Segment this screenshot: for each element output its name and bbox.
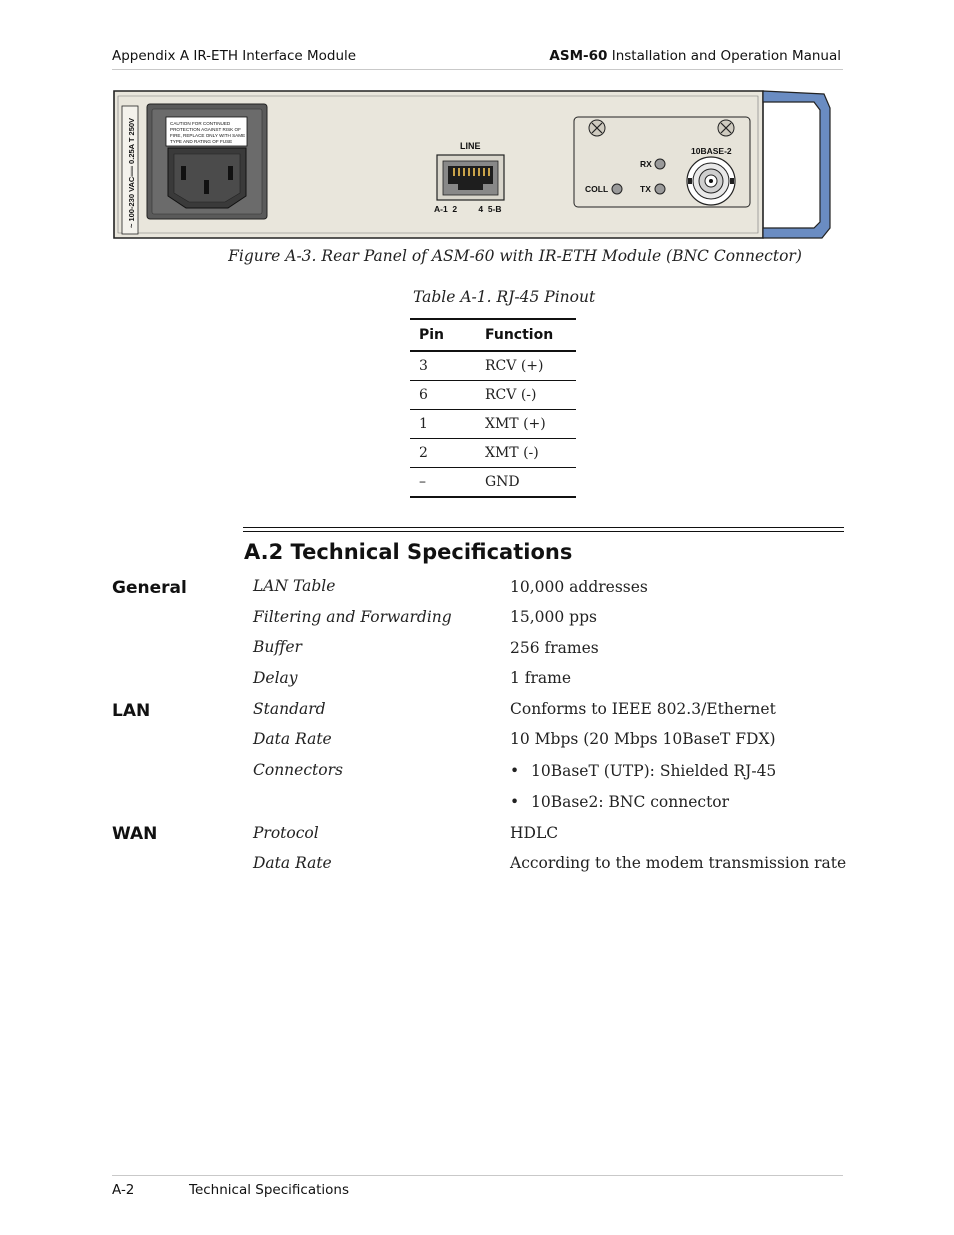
header-rule [112,69,843,70]
running-header-left: Appendix A IR-ETH Interface Module [112,48,357,64]
rx-label: RX [640,159,652,169]
param-lan-table: LAN Table [253,577,336,595]
section-title: A.2 Technical Specifications [244,540,573,564]
caution-text-4: TYPE AND RATING OF FUSE [170,139,233,144]
table-row [410,439,576,468]
value-lan-data-rate: 10 Mbps (20 Mbps 10BaseT FDX) [510,730,776,748]
function-cell: GND [485,468,576,498]
rj45-pinout-table [410,318,576,498]
bullet-icon: • [510,793,520,811]
screw-right-icon [718,120,734,136]
rx-led-icon [655,159,665,169]
handle-shape [763,91,830,238]
table-caption: Table A-1. RJ-45 Pinout [413,288,596,306]
coll-label: COLL [585,184,609,194]
section-rule-bottom [243,531,844,532]
function-cell: XMT (+) [485,410,576,439]
bnc-label: 10BASE-2 [691,146,732,156]
caution-text-1: CAUTION FOR CONTINUED [170,121,231,126]
footer-rule [112,1175,843,1176]
param-standard: Standard [253,700,326,718]
param-wan-data-rate: Data Rate [253,854,332,872]
param-buffer: Buffer [253,638,302,656]
value-standard: Conforms to IEEE 802.3/Ethernet [510,700,776,718]
line-label: LINE [460,141,481,151]
param-protocol: Protocol [253,824,319,842]
line-pins-label: A-1 2 4 5-B [434,204,502,214]
bullet-icon: • [510,762,520,780]
coll-led-icon [612,184,622,194]
group-label-wan: WAN [112,824,158,844]
param-lan-data-rate: Data Rate [253,730,332,748]
pin-cell: – [410,468,485,498]
connector-bullet-item [510,762,776,780]
value-protocol: HDLC [510,824,559,842]
param-connectors: Connectors [253,761,343,779]
table-header-row [410,319,576,351]
running-header-right [549,48,841,64]
function-cell: RCV (-) [485,381,576,410]
value-delay: 1 frame [510,669,572,687]
group-label-general: General [112,578,187,598]
pin-cell: 6 [410,381,485,410]
param-delay: Delay [253,669,298,687]
column-header-pin: Pin [410,319,485,351]
manual-title: Installation and Operation Manual [607,48,841,64]
caution-text-3: FIRE, REPLACE ONLY WITH SAME [170,133,246,138]
column-header-function: Function [485,319,576,351]
screw-left-icon [589,120,605,136]
table-row [410,410,576,439]
footer-section-title: Technical Specifications [189,1182,349,1198]
function-cell: RCV (+) [485,351,576,381]
function-cell: XMT (-) [485,439,576,468]
value-buffer: 256 frames [510,639,599,657]
connector-utp: 10BaseT (UTP): Shielded RJ-45 [531,762,777,780]
bnc-connector-icon [687,157,735,205]
figure-caption: Figure A-3. Rear Panel of ASM-60 with IR-ETH Module (BNC Connector) [228,247,802,265]
section-rule-top [243,527,844,528]
param-filtering: Filtering and Forwarding [253,608,452,626]
tx-label: TX [640,184,651,194]
table-row [410,381,576,410]
connector-bullet-item [510,793,729,811]
power-rating-label: ~ 100-230 VAC══ 0.25A T 250V [127,117,136,228]
manual-brand: ASM-60 [549,48,608,64]
value-wan-data-rate: According to the modem transmission rate [510,854,847,872]
value-lan-table: 10,000 addresses [510,578,648,596]
group-label-lan: LAN [112,701,151,721]
table-row [410,468,576,498]
value-filtering: 15,000 pps [510,608,597,626]
page-number: A-2 [112,1182,135,1198]
tx-led-icon [655,184,665,194]
connector-bnc: 10Base2: BNC connector [531,793,730,811]
pin-cell: 2 [410,439,485,468]
caution-text-2: PROTECTION AGAINST RISK OF [170,127,241,132]
pin-cell: 1 [410,410,485,439]
rear-panel-figure [108,88,832,243]
pin-cell: 3 [410,351,485,381]
table-row [410,351,576,381]
